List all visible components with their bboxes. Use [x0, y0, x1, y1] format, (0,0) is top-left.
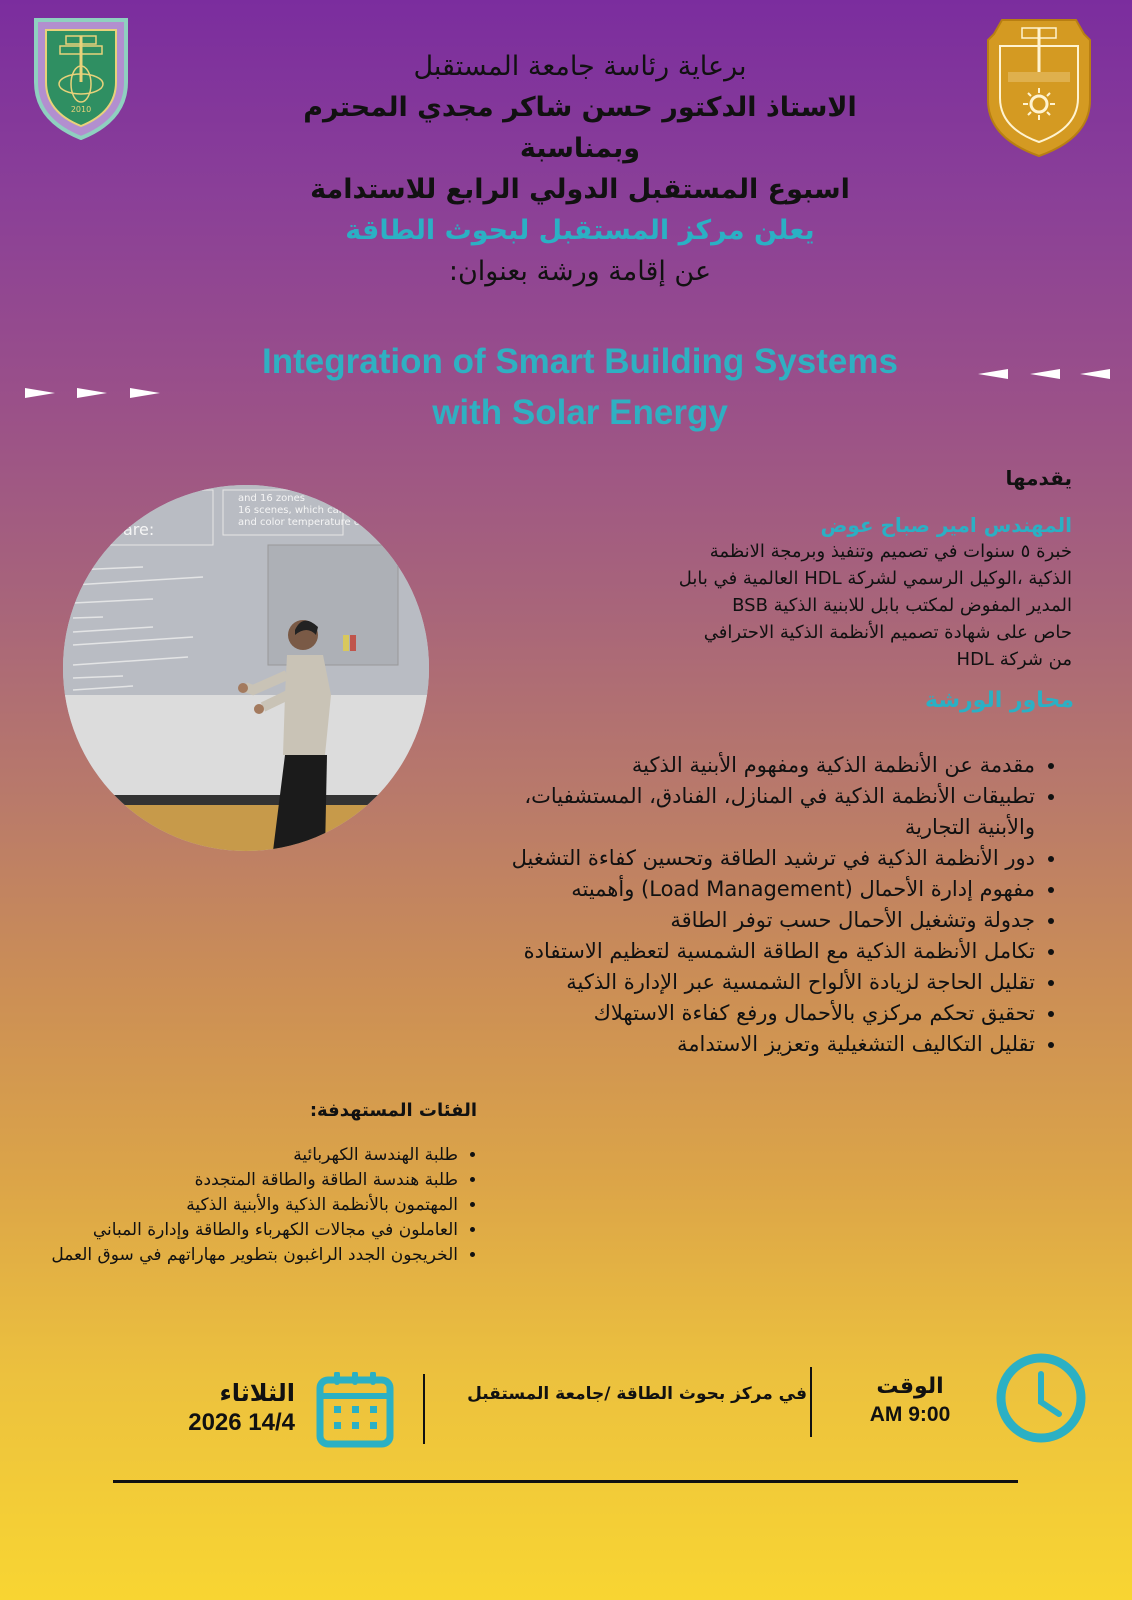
presenter-photo — [63, 485, 429, 851]
date-value: 2026 14/4 — [188, 1409, 295, 1436]
event-name: اسبوع المستقبل الدولي الرابع للاستدامة — [310, 174, 850, 205]
location-text: في مركز بحوث الطاقة /جامعة المستقبل — [467, 1384, 807, 1404]
target-item: • العاملون في مجالات الكهرباء والطاقة وإدارة المباني — [45, 1218, 458, 1243]
target-audience-section — [45, 1100, 480, 1268]
axis-item: • تطبيقات الأنظمة الذكية في المنازل، الفنادق، المستشفيات، والأبنية التجارية — [477, 781, 1035, 843]
axis-item: • تحقيق تحكم مركزي بالأحمال ورفع كفاءة الاستهلاك — [477, 998, 1035, 1029]
axis-item: • تكامل الأنظمة الذكية مع الطاقة الشمسية لتعظيم الاستفادة — [477, 936, 1035, 967]
arrow-right-icon — [25, 388, 55, 398]
date-block — [150, 1378, 295, 1438]
university-logo — [28, 12, 138, 142]
arrow-left-icon — [1080, 369, 1110, 379]
announcer-line: يعلن مركز المستقبل لبحوث الطاقة — [345, 215, 815, 246]
clock-icon — [995, 1352, 1087, 1444]
bio-line: الذكية ،الوكيل الرسمي لشركة HDL العالمية في بابل — [678, 568, 1072, 589]
time-label: الوقت — [876, 1374, 944, 1399]
header-text — [200, 46, 960, 292]
axis-item: • دور الأنظمة الذكية في ترشيد الطاقة وتحسين كفاءة التشغيل — [477, 843, 1035, 874]
calendar-icon — [315, 1372, 395, 1448]
target-item: • المهتمون بالأنظمة الذكية والأبنية الذكية — [45, 1193, 458, 1218]
axis-item: • تقليل الحاجة لزيادة الألواح الشمسية عبر الإدارة الذكية — [477, 967, 1035, 998]
divider — [423, 1374, 425, 1444]
axis-item: • مقدمة عن الأنظمة الذكية ومفهوم الأبنية الذكية — [477, 750, 1035, 781]
bio-line: من شركة HDL — [956, 649, 1072, 670]
svg-text:16 scenes, which can: 16 scenes, which can — [238, 505, 346, 516]
target-item: • الخريجون الجدد الراغبون بتطوير مهاراتهم في سوق العمل — [45, 1243, 458, 1268]
svg-text:are:: are: — [123, 520, 155, 539]
arrow-left-icon — [1030, 369, 1060, 379]
target-item: • طلبة هندسة الطاقة والطاقة المتجددة — [45, 1168, 458, 1193]
presenter-name: المهندس امير صباح عوض — [820, 513, 1072, 537]
president-name: الاستاذ الدكتور حسن شاكر مجدي المحترم — [303, 92, 857, 123]
presenter-section — [552, 466, 1072, 673]
day-label: الثلاثاء — [219, 1379, 295, 1407]
axis-item: • تقليل التكاليف التشغيلية وتعزيز الاستدامة — [477, 1029, 1035, 1060]
occasion-line: وبمناسبة — [519, 133, 641, 164]
svg-text:2010: 2010 — [70, 105, 92, 114]
energy-center-logo — [980, 10, 1090, 140]
presenter-bio — [552, 538, 1072, 673]
footer-divider-line — [113, 1480, 1018, 1483]
time-value: 9:00 AM — [869, 1403, 951, 1426]
svg-text:and 16 zones: and 16 zones — [238, 493, 305, 504]
workshop-title — [160, 336, 1000, 438]
time-block — [840, 1373, 980, 1429]
presenter-heading: يقدمها — [1005, 466, 1072, 490]
workshop-axes-list — [477, 750, 1057, 1060]
axis-item: • مفهوم إدارة الأحمال (Load Management) وأهميته — [477, 874, 1035, 905]
workshop-axes-heading: محاور الورشة — [925, 688, 1074, 713]
bio-line: حاص على شهادة تصميم الأنظمة الذكية الاحترافي — [703, 622, 1072, 643]
title-line-2: with Solar Energy — [432, 393, 728, 432]
title-line-1: Integration of Smart Building Systems — [262, 342, 898, 381]
divider — [810, 1367, 812, 1437]
sponsorship-line: برعاية رئاسة جامعة المستقبل — [413, 51, 747, 82]
arrow-right-icon — [130, 388, 160, 398]
arrow-right-icon — [77, 388, 107, 398]
svg-text:and color temperature of: and color temperature of — [238, 517, 364, 528]
axis-item: • جدولة وتشغيل الأحمال حسب توفر الطاقة — [477, 905, 1035, 936]
workshop-intro: عن إقامة ورشة بعنوان: — [448, 256, 712, 287]
target-audience-heading: الفئات المستهدفة: — [309, 1100, 477, 1121]
target-item: • طلبة الهندسة الكهربائية — [45, 1143, 458, 1168]
bio-line: المدير المفوض لمكتب بابل للابنية الذكية BSB — [732, 595, 1072, 616]
bio-line: خبرة ٥ سنوات في تصميم وتنفيذ وبرمجة الانظمة — [709, 541, 1072, 562]
